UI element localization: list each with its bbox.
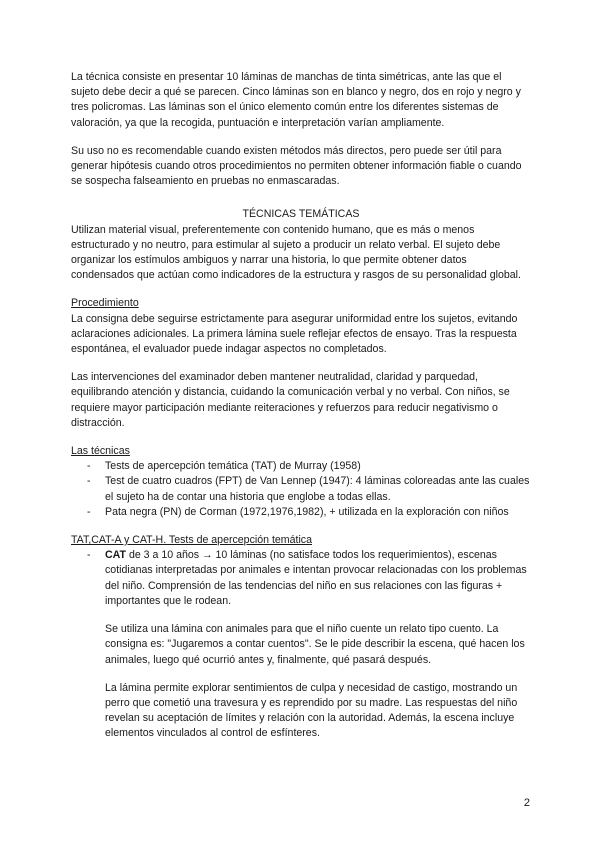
paragraph-procedimiento-1: La consigna debe seguirse estrictamente para asegurar uniformidad entre los sujetos, evitando aclaraciones adicionales. La primera lámina suele reflejar efectos de ensayo. Tras la respuesta espontánea, el evaluador puede indagar aspectos no completados. (71, 312, 518, 356)
paragraph-rorschach-description: La técnica consiste en presentar 10 láminas de manchas de tinta simétricas, ante las que el sujeto debe decir a qué se parecen. Cinco láminas son en blanco y negro, dos en rojo y negro y tres policromas. Las láminas son el único elemento común entre los diferentes sistemas de valoración, ya que la recogida, puntuación e interpretación varían ampliamente. (71, 71, 521, 129)
paragraph-tematicas-intro: Utilizan material visual, preferentemente con contenido humano, que es más o menos estructurado y no neutro, para estimular al sujeto a producir un relato verbal. El sujeto debe organizar los estímulos ambiguos y narrar una historia, lo que permite obtener datos condensados que actúan como indicadores de la estructura y rasgos de su personalidad global. (71, 223, 521, 282)
cat-label: CAT (105, 549, 126, 562)
document-page (71, 70, 531, 742)
list-item-cat (71, 548, 531, 609)
paragraph-cat-consigna: Se utiliza una lámina con animales para que el niño cuente un relato tipo cuento. La consigna es: "Jugaremos a contar cuentos". Se le pide describir la escena, qué hacen los animales, luego qué ocurrió antes y, finalmente, qué pasará después. (105, 623, 525, 666)
paragraph-procedimiento-2: Las intervenciones del examinador deben mantener neutralidad, claridad y parquedad, equilibrando atención y distancia, cuidando la comunicación verbal y no verbal. Con niños, se requiere mayor participación mediante reiteraciones y refuerzos para reducir negativismo o distracción. (71, 371, 510, 429)
subheading-tat-cat: TAT,CAT-A y CAT-H. Tests de apercepción temática (71, 534, 312, 547)
page-number: 2 (523, 797, 530, 809)
list-item: - Test de cuatro cuadros (FPT) de Van Lennep (1947): 4 láminas coloreadas ante las cuales el sujeto ha de contar una historia que englobe a todas ellas. (71, 474, 531, 504)
subheading-procedimiento: Procedimiento (71, 297, 139, 310)
subheading-las-tecnicas: Las técnicas (71, 445, 130, 458)
list-item: - Pata negra (PN) de Corman (1972,1976,1982), + utilizada en la exploración con niños (71, 505, 531, 520)
paragraph-cat-lamina: La lámina permite explorar sentimientos de culpa y necesidad de castigo, mostrando un perro que cometió una travesura y es reprendido por su madre. Las respuestas del niño revelan su aceptación de límites y relación con la autoridad. Además, la escena incluye elementos vinculados al control de esfínteres. (105, 681, 518, 740)
section-heading-tematicas: TÉCNICAS TEMÁTICAS (242, 208, 360, 221)
cat-description: de 3 a 10 años → 10 láminas (no satisface todos los requerimientos), escenas cotidianas interpretadas por animales e intentan provocar relacionadas con los problemas del niño. Comprensión de las tendencias del niño en sus relaciones con las figuras + importantes que le rodean. (105, 549, 527, 607)
tat-list (71, 548, 531, 609)
list-item: - Tests de apercepción temática (TAT) de Murray (1958) (71, 459, 531, 474)
paragraph-rorschach-usage: Su uso no es recomendable cuando existen métodos más directos, pero puede ser útil para generar hipótesis cuando otros procedimientos no permiten obtener información fiable o cuando se sospecha falseamiento en pruebas no enmascaradas. (71, 144, 522, 188)
tecnicas-list (71, 459, 531, 520)
